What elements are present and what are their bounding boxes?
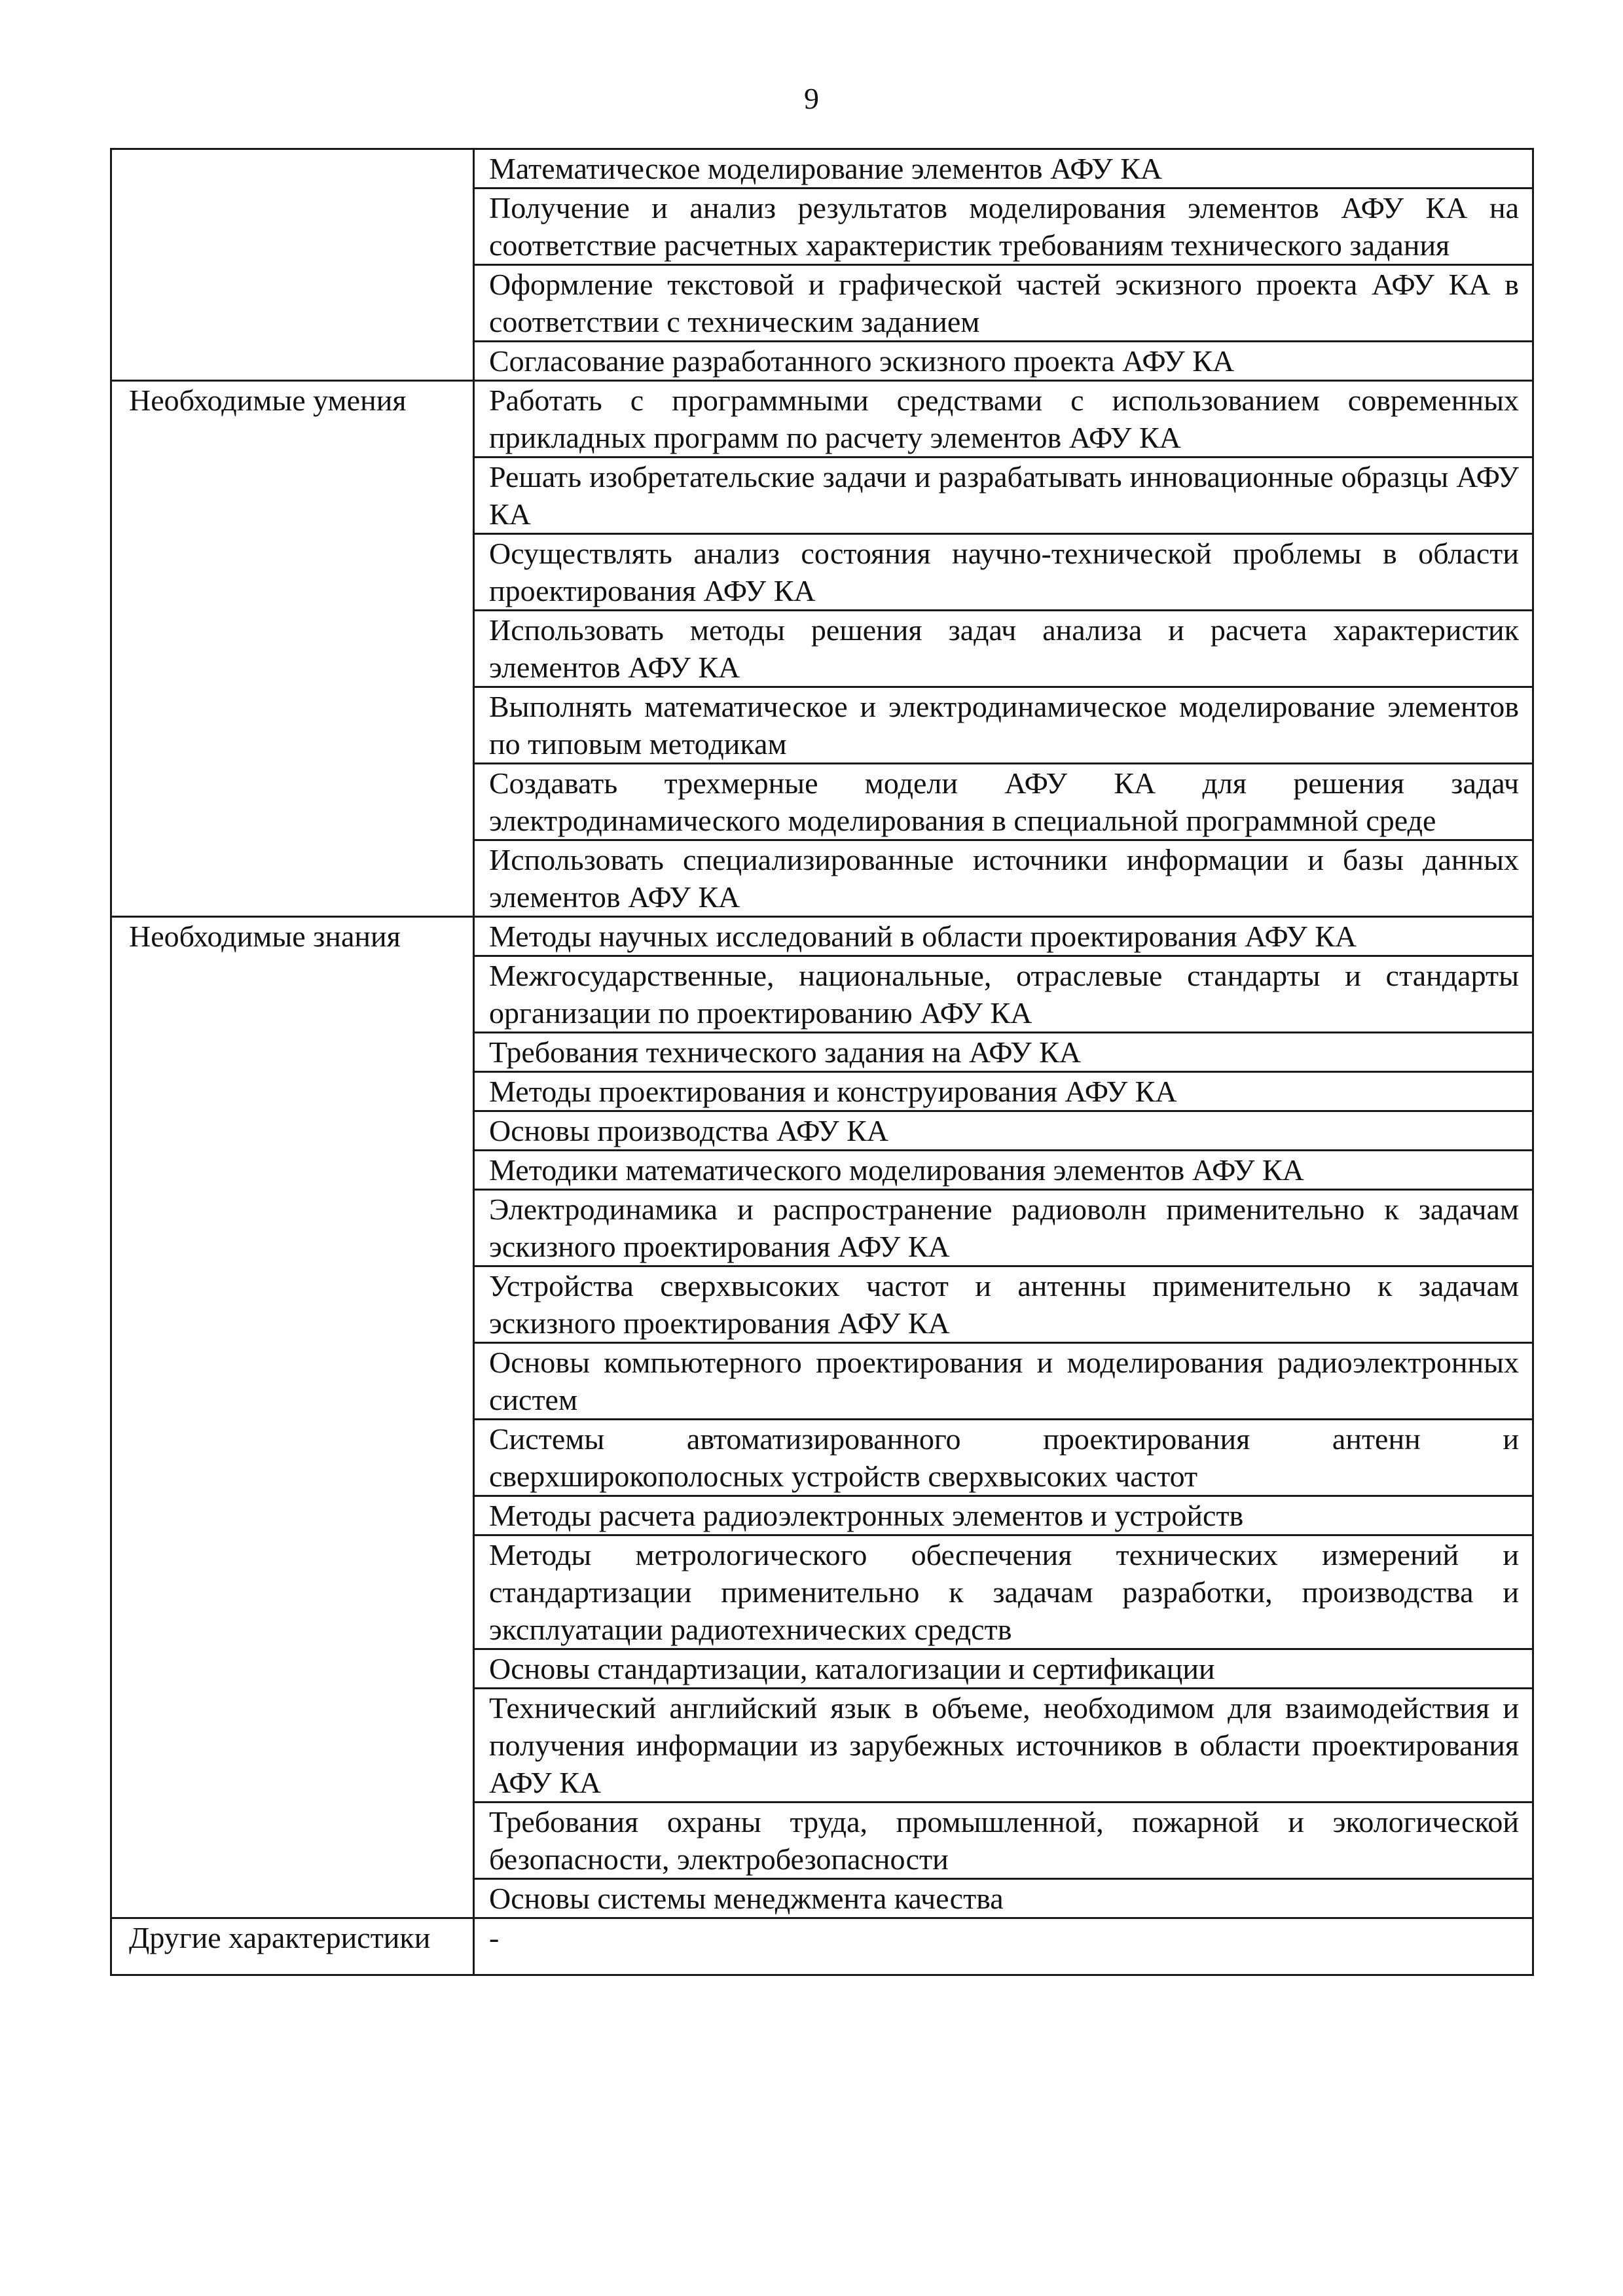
table-cell-item: Методы метрологического обеспечения технических измерений и стандартизации применительно к задачам разработки, производства и эксплуатации радиотехнических средств	[474, 1535, 1533, 1649]
competency-table	[110, 148, 1534, 1976]
table-cell-item: Требования технического задания на АФУ КА	[474, 1033, 1533, 1072]
table-cell-item: Методы расчета радиоэлектронных элементов и устройств	[474, 1496, 1533, 1535]
section-label-continuation	[111, 149, 474, 381]
table-cell-item: Работать с программными средствами с использованием современных прикладных программ по расчету элементов АФУ КА	[474, 381, 1533, 457]
table-cell-item: Осуществлять анализ состояния научно-технической проблемы в области проектирования АФУ КА	[474, 534, 1533, 611]
table-cell-item: Электродинамика и распространение радиоволн применительно к задачам эскизного проектирования АФУ КА	[474, 1190, 1533, 1266]
table-cell-item: Решать изобретательские задачи и разрабатывать инновационные образцы АФУ КА	[474, 457, 1533, 534]
table-cell-item: Получение и анализ результатов моделирования элементов АФУ КА на соответствие расчетных характеристик требованиям технического задания	[474, 188, 1533, 265]
competency-table-body	[111, 149, 1533, 1975]
table-cell-item: Основы стандартизации, каталогизации и сертификации	[474, 1649, 1533, 1689]
table-cell-item: Требования охраны труда, промышленной, пожарной и экологической безопасности, электробезопасности	[474, 1803, 1533, 1879]
table-cell-item: Основы производства АФУ КА	[474, 1111, 1533, 1151]
page-number: 9	[804, 82, 819, 115]
table-row	[111, 381, 1533, 457]
table-cell-item: Создавать трехмерные модели АФУ КА для решения задач электродинамического моделирования в специальной программной среде	[474, 764, 1533, 840]
table-cell-item: Технический английский язык в объеме, необходимом для взаимодействия и получения информации из зарубежных источников в области проектирования АФУ КА	[474, 1689, 1533, 1803]
table-cell-item: Оформление текстовой и графической частей эскизного проекта АФУ КА в соответствии с техническим заданием	[474, 265, 1533, 342]
table-cell-item: Согласование разработанного эскизного проекта АФУ КА	[474, 342, 1533, 381]
table-cell-item: -	[474, 1918, 1533, 1975]
table-cell-item: Методы научных исследований в области проектирования АФУ КА	[474, 917, 1533, 956]
section-label-skills: Необходимые умения	[111, 381, 474, 917]
table-cell-item: Системы автоматизированного проектирования антенн и сверхширокополосных устройств сверхвысоких частот	[474, 1420, 1533, 1496]
table-row	[111, 917, 1533, 956]
table-cell-item: Межгосударственные, национальные, отраслевые стандарты и стандарты организации по проектированию АФУ КА	[474, 956, 1533, 1033]
table-cell-item: Выполнять математическое и электродинамическое моделирование элементов по типовым методикам	[474, 687, 1533, 764]
table-row	[111, 1918, 1533, 1975]
section-label-knowledge: Необходимые знания	[111, 917, 474, 1918]
table-cell-item: Использовать специализированные источники информации и базы данных элементов АФУ КА	[474, 840, 1533, 917]
table-cell-item: Методы проектирования и конструирования АФУ КА	[474, 1072, 1533, 1111]
table-row	[111, 149, 1533, 188]
table-cell-item: Устройства сверхвысоких частот и антенны применительно к задачам эскизного проектирования АФУ КА	[474, 1266, 1533, 1343]
table-cell-item: Основы компьютерного проектирования и моделирования радиоэлектронных систем	[474, 1343, 1533, 1420]
table-cell-item: Методики математического моделирования элементов АФУ КА	[474, 1151, 1533, 1190]
table-cell-item: Основы системы менеджмента качества	[474, 1879, 1533, 1918]
section-label-other: Другие характеристики	[111, 1918, 474, 1975]
table-cell-item: Математическое моделирование элементов АФУ КА	[474, 149, 1533, 188]
table-cell-item: Использовать методы решения задач анализа и расчета характеристик элементов АФУ КА	[474, 611, 1533, 687]
